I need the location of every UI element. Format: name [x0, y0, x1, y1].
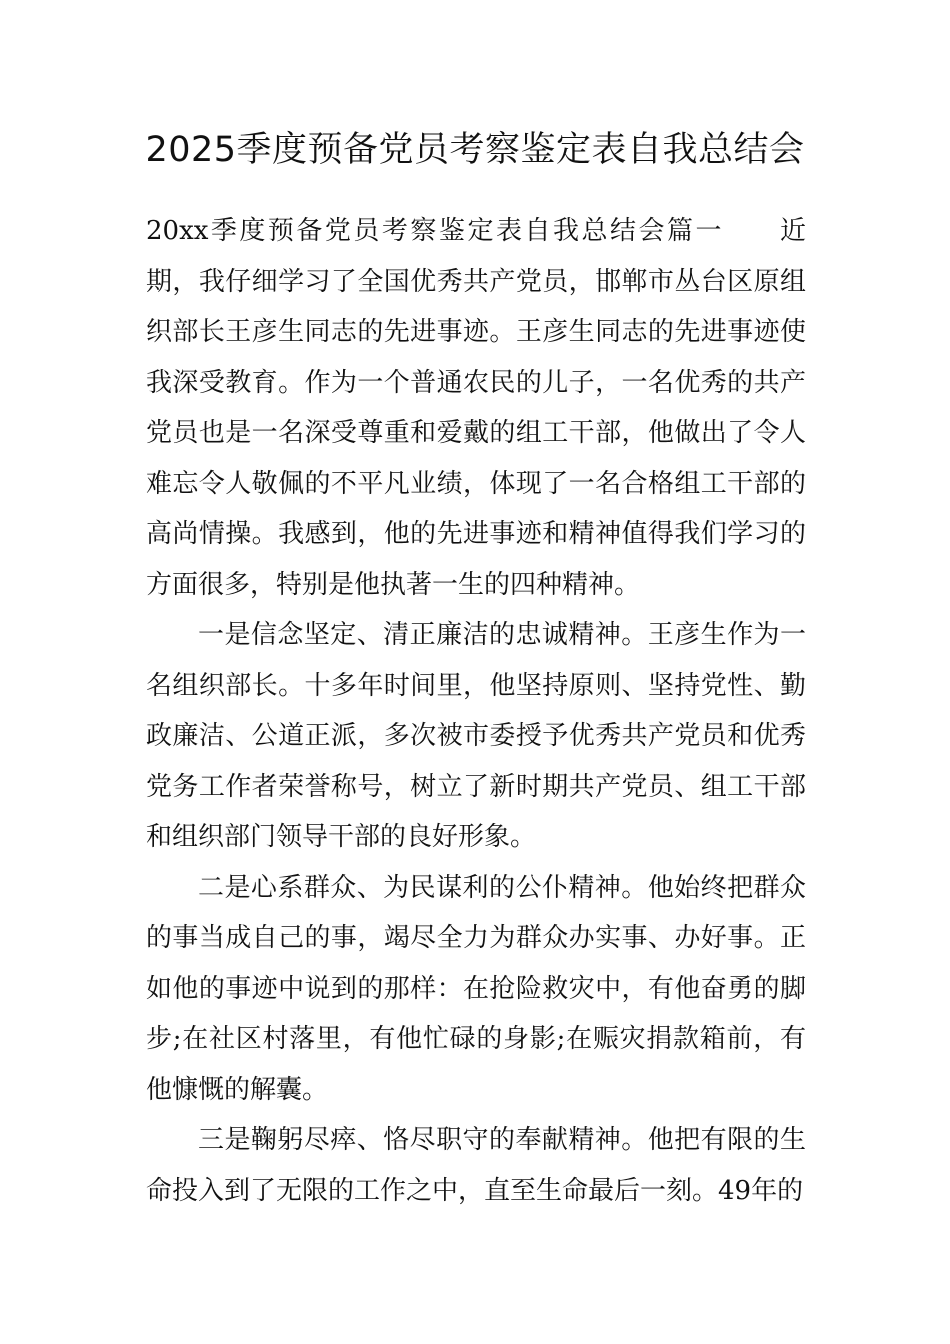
document-title: 2025季度预备党员考察鉴定表自我总结会 — [145, 130, 805, 170]
paragraph-text: 近期，我仔细学习了全国优秀共产党员，邯郸市丛台区原组织部长王彦生同志的先进事迹。王彦生同志的先进事迹使我深受教育。作为一个普通农民的儿子，一名优秀的共产党员也是一名深受尊重和爱戴的组工干部，他做出了令人难忘令人敬佩的不平凡业绩，体现了一名合格组工干部的高尚情操。我感到，他的先进事迹和精神值得我们学习的方面很多，特别是他执著一生的四种精神。 — [146, 216, 806, 600]
document-body — [146, 206, 806, 1216]
intro-paragraph — [146, 206, 806, 610]
paragraph: 二是心系群众、为民谋利的公仆精神。他始终把群众的事当成自己的事，竭尽全力为群众办实事、办好事。正如他的事迹中说到的那样：在抢险救灾中，有他奋勇的脚步;在社区村落里，有他忙碌的身影;在赈灾捐款箱前，有他慷慨的解囊。 — [146, 872, 806, 1105]
intro-heading: 20xx季度预备党员考察鉴定表自我总结会篇一 — [146, 216, 724, 246]
paragraph: 三是鞠躬尽瘁、恪尽职守的奉献精神。他把有限的生命投入到了无限的工作之中，直至生命最后一刻。49年的 — [146, 1125, 806, 1206]
paragraph: 一是信念坚定、清正廉洁的忠诚精神。王彦生作为一名组织部长。十多年时间里，他坚持原则、坚持党性、勤政廉洁、公道正派，多次被市委授予优秀共产党员和优秀党务工作者荣誉称号，树立了新时期共产党员、组工干部和组织部门领导干部的良好形象。 — [146, 620, 806, 852]
